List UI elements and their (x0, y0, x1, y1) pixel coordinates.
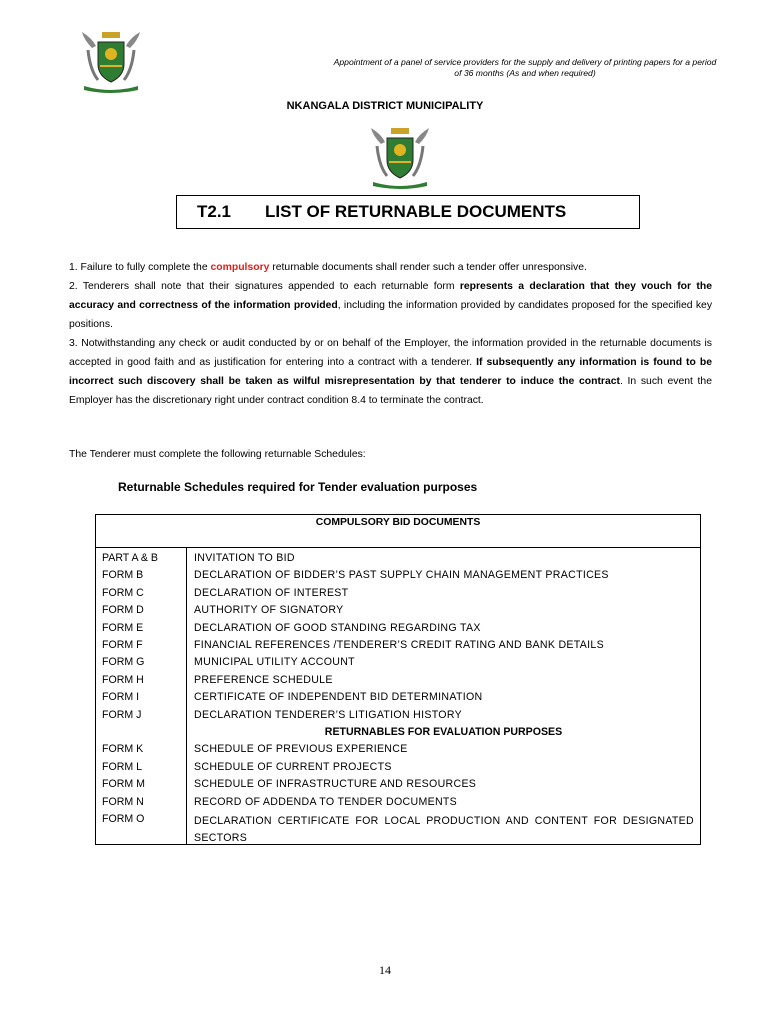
p3-bold-text: If subsequently any information is found to be incorrect such discovery shall be taken as wilful misrepresentation by that tenderer to induce the contract (69, 357, 712, 387)
p3-text-b: . In such event the Employer has the discretionary right under contract condition 8.4 to terminate the contract. (69, 376, 712, 406)
form-code: FORM J (102, 708, 142, 721)
p1-text-b: returnable documents shall render such a tender offer unresponsive. (269, 262, 587, 273)
paragraph-3 (69, 334, 712, 410)
form-code: FORM N (102, 795, 144, 808)
table-header-row (96, 515, 700, 548)
form-description: DECLARATION OF BIDDER’S PAST SUPPLY CHAIN MANAGEMENT PRACTICES (194, 569, 609, 582)
form-code: FORM H (102, 673, 144, 686)
p1-compulsory-emphasis: compulsory (210, 262, 270, 273)
table-row (96, 620, 700, 637)
table-header: COMPULSORY BID DOCUMENTS (315, 517, 481, 528)
form-description: DECLARATION OF GOOD STANDING REGARDING TAX (194, 621, 481, 634)
schedules-subheading: Returnable Schedules required for Tender evaluation purposes (118, 480, 478, 494)
form-code: FORM B (102, 569, 144, 582)
form-description: SCHEDULE OF PREVIOUS EXPERIENCE (194, 743, 408, 756)
form-description: INVITATION TO BID (194, 552, 295, 564)
evaluation-section-header: RETURNABLES FOR EVALUATION PURPOSES (324, 726, 563, 738)
form-code: FORM L (102, 760, 143, 773)
table-row (96, 689, 700, 706)
form-description: AUTHORITY OF SIGNATORY (194, 604, 344, 617)
table-row (96, 637, 700, 654)
municipal-coat-of-arms-icon (366, 126, 434, 190)
form-description: FINANCIAL REFERENCES /TENDERER’S CREDIT RATING AND BANK DETAILS (194, 639, 604, 651)
municipal-coat-of-arms-icon (78, 30, 144, 94)
paragraph-1 (69, 258, 712, 277)
form-description: RECORD OF ADDENDA TO TENDER DOCUMENTS (194, 795, 458, 808)
returnable-documents-table (95, 514, 701, 845)
form-description: DECLARATION CERTIFICATE FOR LOCAL PRODUCTION AND CONTENT FOR DESIGNATED SECTORS (194, 815, 694, 845)
p2-text-b: , including the information provided by candidates proposed for the specified key positions. (69, 300, 713, 330)
table-row (96, 811, 700, 845)
header-note (300, 57, 750, 79)
table-row (96, 776, 700, 793)
section-title: LIST OF RETURNABLE DOCUMENTS (265, 202, 567, 221)
form-code: FORM F (102, 639, 143, 651)
form-code: FORM C (102, 586, 144, 599)
form-description: MUNICIPAL UTILITY ACCOUNT (194, 656, 355, 669)
table-row (96, 567, 700, 584)
form-code: FORM M (102, 778, 145, 791)
form-code: FORM G (102, 656, 145, 669)
form-description: CERTIFICATE OF INDEPENDENT BID DETERMINATION (194, 691, 483, 704)
table-row (96, 741, 700, 758)
form-description: SCHEDULE OF CURRENT PROJECTS (194, 760, 392, 773)
section-title-box (176, 195, 640, 229)
table-row (96, 672, 700, 689)
table-row (96, 602, 700, 619)
header-note-line1: Appointment of a panel of service providers for the supply and delivery of printing papers for a period (333, 57, 717, 67)
form-code: PART A & B (102, 552, 158, 564)
form-code: FORM E (102, 621, 144, 634)
form-description: SCHEDULE OF INFRASTRUCTURE AND RESOURCES (194, 778, 477, 791)
paragraph-4: The Tenderer must complete the following returnable Schedules: (69, 449, 366, 460)
table-row (96, 654, 700, 671)
form-description: DECLARATION OF INTEREST (194, 586, 349, 599)
p2-bold-text: represents a declaration that they vouch for the accuracy and correctness of the information provided (69, 281, 712, 311)
form-code: FORM I (102, 691, 140, 704)
table-row (96, 550, 700, 567)
table-row (96, 585, 700, 602)
page-number: 14 (379, 963, 391, 977)
form-description: PREFERENCE SCHEDULE (194, 673, 333, 686)
table-row (96, 794, 700, 811)
section-number: T2.1 (197, 202, 232, 221)
form-code: FORM O (102, 813, 145, 825)
p1-text-a: 1. Failure to fully complete the (69, 262, 211, 273)
organisation-name: NKANGALA DISTRICT MUNICIPALITY (286, 100, 484, 112)
form-description: DECLARATION TENDERER’S LITIGATION HISTORY (194, 708, 462, 721)
table-row (96, 707, 700, 724)
header-note-line2: of 36 months (As and when required) (454, 68, 596, 78)
form-code: FORM D (102, 604, 144, 617)
form-code: FORM K (102, 743, 144, 756)
p3-text-a: 3. Notwithstanding any check or audit conducted by or on behalf of the Employer, the information provided in the returnable documents is accepted in good faith and as justification for entering into a contract with a tenderer. (69, 338, 712, 368)
paragraph-2 (69, 277, 712, 334)
evaluation-section-header-row (96, 724, 700, 741)
table-row (96, 759, 700, 776)
p2-text-a: 2. Tenderers shall note that their signatures appended to each returnable form (69, 281, 460, 292)
